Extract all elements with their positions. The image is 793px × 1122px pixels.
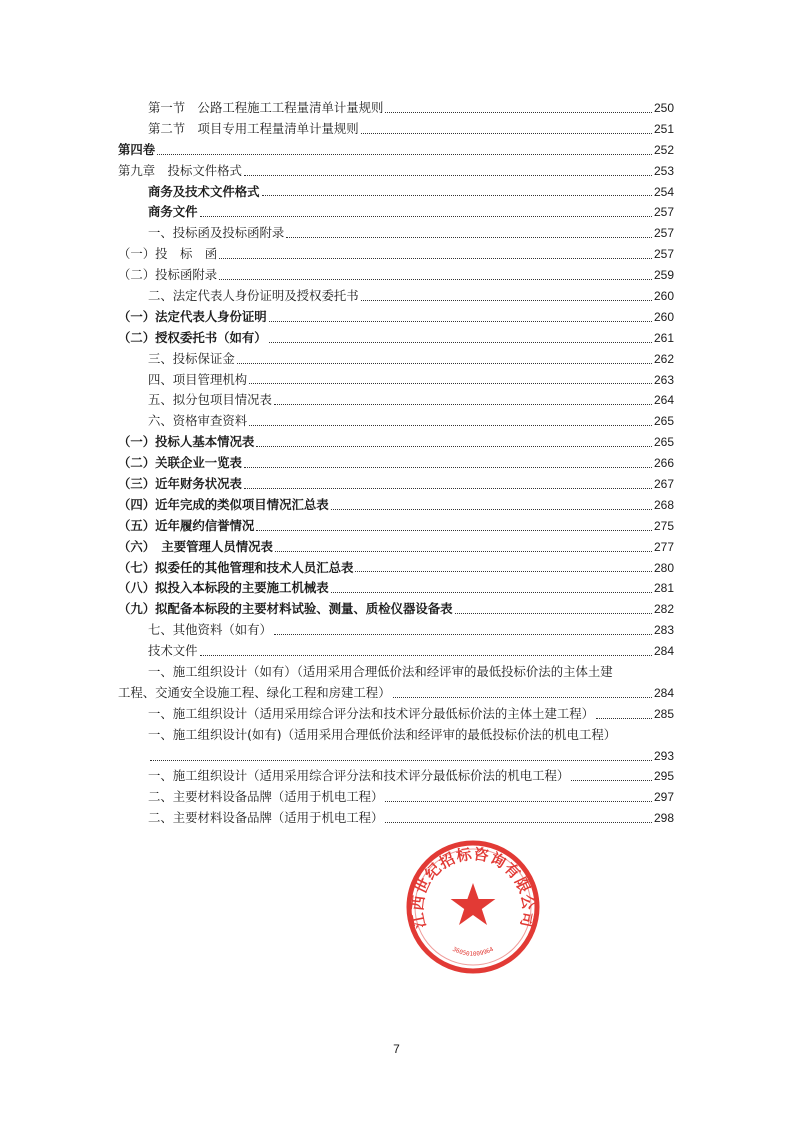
toc-entry-page: 259: [653, 268, 674, 283]
company-seal: [403, 837, 543, 977]
page-number: 7: [393, 1042, 400, 1056]
toc-leader-dots: [331, 592, 652, 593]
toc-entry-label: 一、投标函及投标函附录: [148, 225, 285, 241]
toc-leader-dots: [385, 801, 652, 802]
toc-entry-label: 二、主要材料设备品牌（适用于机电工程）: [148, 810, 384, 826]
toc-entry-page: 254: [653, 184, 674, 199]
toc-entry-label: 六、资格审查资料: [148, 413, 248, 429]
toc-leader-dots: [249, 383, 652, 384]
toc-entry[interactable]: [118, 265, 674, 286]
toc-leader-dots: [219, 258, 652, 259]
toc-entry-label: 四、项目管理机构: [148, 371, 248, 387]
toc-leader-dots: [244, 175, 652, 176]
toc-entry-label: 第二节 项目专用工程量清单计量规则: [148, 120, 359, 136]
toc-entry-label: （二）关联企业一览表: [118, 455, 242, 471]
toc-entry-page: 298: [653, 811, 674, 826]
toc-entry[interactable]: [118, 411, 674, 432]
toc-entry-label: 五、拟分包项目情况表: [148, 392, 272, 408]
toc-entry-page: 295: [653, 769, 674, 784]
toc-entry-page: 250: [653, 100, 674, 115]
toc-leader-dots: [393, 697, 652, 698]
toc-leader-dots: [269, 321, 652, 322]
toc-entry-page: 260: [653, 289, 674, 303]
toc-entry[interactable]: [118, 370, 674, 391]
toc-entry-page: 283: [653, 623, 674, 638]
toc-entry-line: 一、施工组织设计（如有）（适用采用合理低价法和经评审的最低投标价法的主体土建: [148, 664, 613, 680]
toc-leader-dots: [596, 718, 652, 719]
toc-entry-page: 275: [653, 518, 674, 533]
toc-entry-page: 260: [653, 309, 674, 324]
toc-leader-dots: [157, 154, 652, 155]
toc-entry[interactable]: [118, 140, 674, 161]
toc-entry-label: （四）近年完成的类似项目情况汇总表: [118, 496, 329, 512]
toc-entry-label: 七、其他资料（如有）: [148, 622, 272, 638]
toc-leader-dots: [269, 342, 652, 343]
toc-entry-label: 商务文件: [148, 204, 198, 220]
toc-entry-page: 281: [653, 581, 674, 596]
toc-leader-dots: [455, 613, 652, 614]
toc-leader-dots: [256, 446, 652, 447]
toc-leader-dots: [219, 279, 652, 280]
toc-entry[interactable]: [118, 578, 674, 599]
toc-leader-dots: [237, 363, 652, 364]
toc-entry[interactable]: [118, 307, 674, 328]
toc-entry-label: （一）投 标 函: [118, 246, 218, 262]
toc-leader-dots: [361, 300, 652, 301]
toc-entry-label: 一、施工组织设计（适用采用综合评分法和技术评分最低标价法的主体土建工程）: [148, 705, 595, 721]
toc-leader-dots: [244, 488, 652, 489]
toc-entry-page: 297: [653, 790, 674, 805]
toc-entry[interactable]: [118, 349, 674, 370]
toc-entry-page: 263: [653, 372, 674, 387]
toc-entry-label: 技术文件: [148, 643, 198, 659]
toc-leader-dots: [286, 237, 652, 238]
toc-entry-page: 251: [653, 121, 674, 136]
toc-leader-dots: [274, 634, 652, 635]
toc-entry[interactable]: [118, 537, 674, 558]
toc-entry-label: （九）拟配备本标段的主要材料试验、测量、质检仪器设备表: [118, 601, 453, 617]
toc-entry[interactable]: [118, 182, 674, 203]
toc-entry-label: （七）拟委任的其他管理和技术人员汇总表: [118, 559, 354, 575]
toc-leader-dots: [249, 425, 652, 426]
toc-entry-page: 285: [653, 706, 674, 721]
toc-entry-label: 第九章 投标文件格式: [118, 162, 242, 178]
toc-entry-label: 第一节 公路工程施工工程量清单计量规则: [148, 99, 384, 115]
toc-entry[interactable]: [118, 98, 674, 119]
toc-entry-label: 工程、交通安全设施工程、绿化工程和房建工程）: [118, 684, 391, 700]
toc-entry[interactable]: [118, 746, 674, 767]
toc-entry-page: 257: [653, 247, 674, 262]
seal-text: 江西世纪招标咨询有限公司: [408, 844, 538, 930]
seal-star-icon: [451, 883, 496, 925]
toc-leader-dots: [275, 551, 652, 552]
svg-text:360501009964: [451, 946, 495, 958]
toc-entry-page: 257: [653, 226, 674, 241]
toc-leader-dots: [385, 822, 652, 823]
toc-entry[interactable]: [118, 202, 674, 223]
toc-leader-dots: [150, 760, 652, 761]
table-of-contents: [118, 98, 674, 829]
toc-leader-dots: [256, 530, 652, 531]
toc-entry[interactable]: [118, 432, 674, 453]
toc-entry-label: （三）近年财务状况表: [118, 476, 242, 492]
toc-leader-dots: [571, 780, 652, 781]
toc-entry-page: 257: [653, 205, 674, 220]
toc-entry-label: （一）法定代表人身份证明: [118, 308, 267, 324]
toc-entry[interactable]: [118, 223, 674, 244]
toc-entry[interactable]: [118, 390, 674, 411]
toc-entry[interactable]: [118, 767, 674, 788]
toc-leader-dots: [331, 509, 652, 510]
toc-leader-dots: [200, 655, 652, 656]
toc-entry-page: 284: [653, 685, 674, 700]
toc-entry[interactable]: [118, 161, 674, 182]
toc-entry-page: 282: [653, 602, 674, 617]
toc-entry-page: 268: [653, 497, 674, 512]
toc-entry[interactable]: [118, 286, 674, 307]
toc-entry[interactable]: [118, 704, 674, 725]
toc-entry-page: 264: [653, 393, 674, 408]
toc-entry-label: 第四卷: [118, 141, 156, 157]
toc-leader-dots: [385, 112, 652, 113]
toc-entry-label: （五）近年履约信誉情况: [118, 517, 255, 533]
toc-leader-dots: [262, 195, 652, 196]
toc-entry[interactable]: [118, 516, 674, 537]
toc-entry-page: 261: [653, 330, 674, 345]
toc-entry[interactable]: [118, 453, 674, 474]
toc-entry-page: 277: [653, 539, 674, 554]
toc-entry[interactable]: [118, 474, 674, 495]
toc-entry-page: 262: [653, 351, 674, 366]
toc-entry[interactable]: [118, 620, 674, 641]
toc-entry[interactable]: [118, 683, 674, 704]
seal-code: 360501009964: [451, 945, 495, 958]
toc-entry-page: 252: [653, 142, 674, 157]
toc-leader-dots: [244, 467, 652, 468]
toc-entry[interactable]: [118, 495, 674, 516]
toc-entry[interactable]: [118, 558, 674, 579]
toc-entry-page: 265: [653, 435, 674, 450]
toc-entry-page: 280: [653, 560, 674, 575]
toc-leader-dots: [361, 133, 652, 134]
toc-entry[interactable]: [118, 641, 674, 662]
toc-entry-label: （二）投标函附录: [118, 267, 218, 283]
toc-entry-line: 一、施工组织设计(如有)（适用采用合理低价法和经评审的最低投标价法的机电工程）: [148, 726, 617, 742]
toc-entry-page: 266: [653, 456, 674, 471]
toc-entry-label: 商务及技术文件格式: [148, 183, 260, 199]
toc-entry-label: 一、施工组织设计（适用采用综合评分法和技术评分最低标价法的机电工程）: [148, 768, 570, 784]
toc-entry[interactable]: [118, 599, 674, 620]
toc-entry-label: 二、主要材料设备品牌（适用于机电工程）: [148, 789, 384, 805]
toc-entry-page: 267: [653, 477, 674, 492]
toc-entry[interactable]: [118, 244, 674, 265]
toc-entry[interactable]: [118, 787, 674, 808]
toc-entry-label: 二、法定代表人身份证明及授权委托书: [148, 288, 359, 303]
toc-entry[interactable]: [118, 808, 674, 829]
toc-entry-page: 265: [653, 414, 674, 429]
toc-entry-page: 284: [653, 644, 674, 659]
toc-leader-dots: [274, 404, 652, 405]
toc-entry-label: 三、投标保证金: [148, 350, 235, 366]
toc-entry[interactable]: [118, 328, 674, 349]
toc-entry-page: 293: [653, 748, 674, 763]
toc-entry-label: （八）拟投入本标段的主要施工机械表: [118, 580, 329, 596]
toc-leader-dots: [200, 216, 652, 217]
toc-entry-label: （六） 主要管理人员情况表: [118, 538, 273, 554]
toc-entry-page: 253: [653, 163, 674, 178]
toc-entry-label: （二）授权委托书（如有）: [118, 329, 267, 345]
toc-leader-dots: [355, 571, 652, 572]
toc-entry[interactable]: [118, 119, 674, 140]
toc-entry-label: （一）投标人基本情况表: [118, 434, 255, 450]
